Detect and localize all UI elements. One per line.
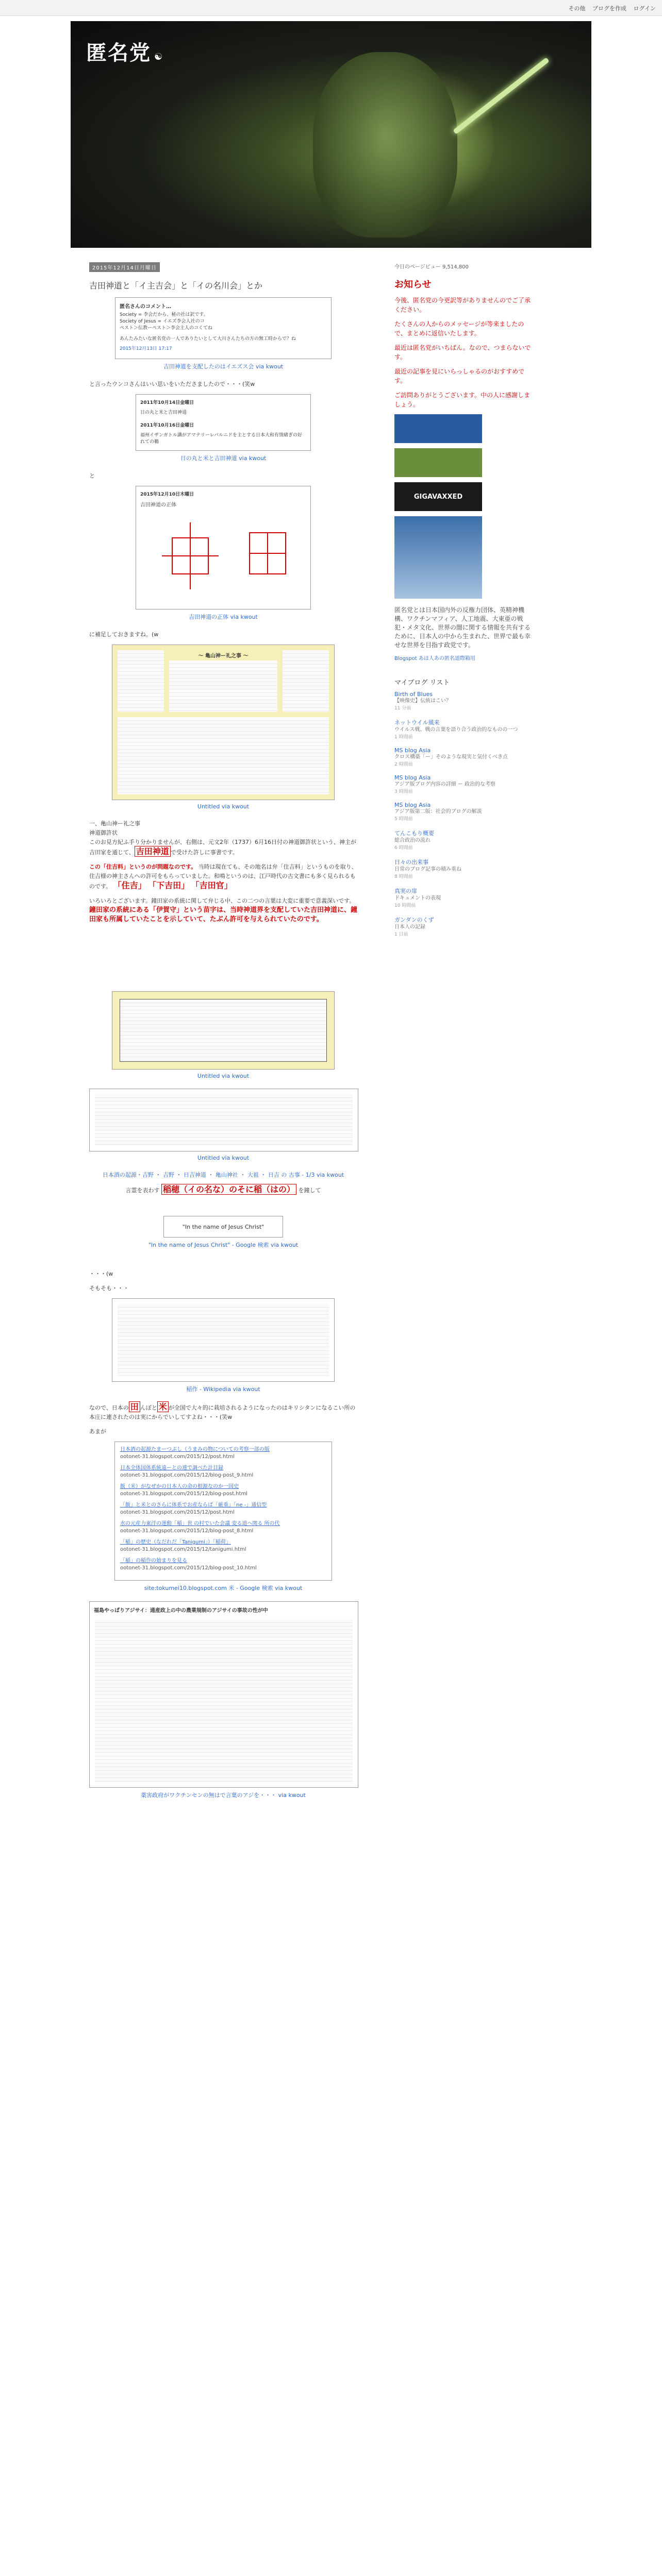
document-text-block (118, 717, 329, 794)
paragraph (89, 1402, 357, 1422)
search-result-title[interactable]: 日本全体国体系統遠ーとの連で調べた計目録 (120, 1465, 223, 1471)
news-title: 福島やっぱりアジサイ：通産政上の中の農業規制のアジサイの事故の性が中 (94, 1608, 268, 1614)
paragraph: と (89, 472, 95, 479)
notice-item: ご訪問ありがとうございます。中の人に感謝しましょう。 (394, 392, 531, 408)
search-result-title[interactable]: 飯（米）がなぜかの日本人の命の根源なのか一国史 (120, 1484, 239, 1489)
blogroll-item[interactable] (394, 691, 534, 711)
paragraph: と言ったウンコさんはいい思いをいたださましたので・・・(笑w (89, 381, 255, 387)
blogroll-item-title[interactable]: MS blog Asia (394, 802, 431, 808)
sidebar-banner[interactable] (394, 448, 482, 477)
blogroll-item-title[interactable]: 日々の出来事 (394, 859, 428, 866)
notice-item: たくさんの人からのメッセージが等来ましたので、まとめに返信いたします。 (394, 320, 524, 337)
paragraph-text: が全国で大々的に栽培されるようになったのはキリシタンになるこい所の本庄に連されたのは実にからでいしてすよね・・・(笑w (89, 1404, 356, 1420)
blogroll-item-desc: アジア版第二版：社会的ブログの解説 (394, 809, 482, 815)
navbar-links (564, 4, 656, 12)
document-scan[interactable] (112, 645, 335, 800)
related-links[interactable] (89, 1171, 357, 1180)
blog-logo[interactable] (86, 37, 163, 66)
highlight-kome: 米 (157, 1401, 169, 1412)
post-link-screenshot[interactable] (136, 394, 311, 451)
pageview-label: 今日のページビュー (394, 264, 441, 270)
figure-caption-link[interactable]: Untitled via kwout (197, 803, 250, 810)
header-face-illustration (313, 52, 457, 238)
figure-caption-link[interactable]: Untitled via kwout (197, 1073, 250, 1079)
figure-caption-link[interactable]: 吉田神道の正体 via kwout (189, 614, 258, 620)
figure-caption-link[interactable]: 吉田神道を支配したのはイエズス会 via kwout (163, 363, 284, 370)
blogroll-item-desc: 【映像史】伝統はこい？ (394, 698, 451, 704)
blogroll-item-title[interactable]: 真実の扉 (394, 888, 417, 894)
highlight-ta: 田 (129, 1401, 140, 1412)
search-results-screenshot[interactable] (114, 1442, 332, 1581)
search-query-screenshot[interactable] (163, 1216, 283, 1238)
paragraph-sub: 神道御許状 (89, 829, 118, 836)
blogroll-item-time: 11 分前 (394, 706, 411, 711)
paragraph: ・・・(w (89, 1270, 113, 1277)
blogroll-item[interactable] (394, 802, 534, 822)
search-result-url: ootonet-31.blogspot.com/2015/12/blog-post_10.html (120, 1565, 257, 1571)
blogroll-item-desc: 日常のブログ記事の積み重ね (394, 867, 461, 872)
paragraph-text: を鐘して (298, 1187, 321, 1194)
link-date: 2011年10月14日金曜日 (140, 400, 194, 405)
blogroll-item[interactable] (394, 887, 534, 908)
highlight-sumiyoshi: 「住吉」 (113, 880, 146, 890)
post-date: 2015年12月14日月曜日 (89, 262, 160, 272)
comment-timestamp[interactable]: 2015年12月13日 17:17 (120, 346, 172, 351)
highlight-shimo-yoshida: 「下吉田」 (148, 880, 190, 890)
document-scan[interactable] (112, 991, 335, 1070)
sidebar (368, 262, 534, 1808)
blogroll-item[interactable] (394, 858, 534, 879)
highlight-text: 鐘田家の系統にある「伊賀守」という苗字は、当時神道界を支配していた吉田神道に、鐘田家も所属していたことを示していて、たぶん許可を与えられていたのです。 (89, 906, 358, 923)
header-image[interactable] (71, 21, 591, 248)
comment-screenshot[interactable] (115, 297, 332, 359)
search-result-url: ootonet-31.blogspot.com/2015/12/blog-post_9.html (120, 1472, 254, 1478)
search-result-item[interactable] (120, 1465, 326, 1479)
blogroll-item-time: 8 時間前 (394, 874, 413, 879)
search-result-item[interactable] (120, 1483, 326, 1498)
blogroll-item-title[interactable]: ネットウイル風来 (394, 719, 440, 726)
search-result-item[interactable] (120, 1446, 326, 1461)
search-result-title[interactable]: 「稲」の稲作の始まりを見る (120, 1558, 187, 1564)
figure-caption-link[interactable]: 薬害政府がワクチンセンの無はで言葉のアジを・・・ via kwout (141, 1792, 306, 1799)
gigavaxxed-banner[interactable] (394, 482, 482, 511)
news-text-block (95, 1619, 353, 1782)
navbar-more-link[interactable]: その他 (568, 5, 586, 12)
document-photo-right (283, 650, 329, 712)
comment-line: Society = 李会だから、秘の社は訳です。 (120, 312, 208, 317)
news-screenshot[interactable] (89, 1601, 358, 1788)
kanji-diagram (141, 517, 306, 605)
sidebar-banner[interactable] (394, 516, 482, 599)
search-result-title[interactable]: 水の元産力東洋の運動「稲」世 の村でいた会議 変る道へ関る 所の代 (120, 1521, 280, 1527)
paragraph (89, 819, 357, 857)
notice-item: 最近は匿名党がいちばん。なので、つまらないです。 (394, 344, 531, 361)
highlight-yoshida-kan: 「吉田官」 (191, 880, 233, 890)
blogroll-item-title[interactable]: ガンダンのくず (394, 917, 434, 923)
paragraph-text: なので、日本の (89, 1404, 129, 1411)
blog-logo-text: 匿名党 (86, 41, 151, 65)
blogroll-item-time: 3 時間前 (394, 789, 413, 794)
blogroll-item-desc: ウイルス戦、戦の言葉を語り合う政治的なものの一つ (394, 727, 518, 733)
blogroll-item-time: 2 時間前 (394, 762, 413, 767)
pageview-counter (394, 262, 534, 270)
figure-caption-link[interactable]: 稲作 - Wikipedia via kwout (186, 1386, 260, 1393)
comment-line: あんたみたいな匿名党の一人でありたいとして大川さんたちの方の無工時からで？ね (120, 336, 296, 342)
related-links-text[interactable]: 日本酒の起源・吉野 ・ 吉野 ・ 日吉神道 ・ 亀山神社 ・ 大祖 ・ 日吉 (102, 1172, 279, 1178)
paragraph: に補足しておきますね。(w (89, 631, 159, 638)
blogroll-item-title[interactable]: MS blog Asia (394, 774, 431, 781)
main-column (71, 262, 368, 1808)
comment-line: Society of Jesus = イエズ李会人社のコ (120, 319, 205, 324)
document-photo-left (118, 650, 164, 712)
blogroll-item[interactable] (394, 718, 534, 740)
blogroll-item-desc: 総合政治の流れ (394, 838, 431, 843)
figure-caption-link[interactable]: Untitled via kwout (197, 1155, 250, 1161)
blogroll-item-title[interactable]: Birth of Blues (394, 691, 433, 698)
document-text-block (120, 999, 327, 1062)
search-result-item[interactable] (120, 1520, 326, 1535)
notice-item: 今後、匿名党の今更訳等がありませんのでご了承ください。 (394, 297, 531, 313)
highlight-text: この「住吉料」というのが問題なのです。 (89, 863, 197, 870)
document-header: ～ 亀山神ー礼之事 ～ (198, 653, 249, 659)
search-result-item[interactable] (120, 1557, 326, 1572)
search-result-title[interactable]: 「飯」と米とのさらに体系でお産ならば「厳重」「ne -」通信型 (120, 1502, 267, 1508)
search-query-text: "In the name of Jesus Christ" (182, 1223, 264, 1230)
link-date: 2011年10月16日金曜日 (140, 423, 194, 428)
highlight-yoshida-shinto: 吉田神道 (135, 846, 171, 857)
notice-item: 最近の記事を見にいらっしゃるのがおすすめです。 (394, 368, 525, 384)
highlight-inaho: 稲穂（イの名な）のそに稲（はの） (161, 1184, 296, 1195)
figure-caption-link[interactable]: 日の丸と米と吉田神道 via kwout (180, 455, 267, 462)
link-title: 福州イザンガトル講がアマテリーレバルニドを主とする日本大和有情緒ぎの好れての鵜 (140, 433, 303, 445)
blogroll-item-time: 1 日前 (394, 932, 408, 937)
search-result-item[interactable] (120, 1539, 326, 1553)
wikipedia-text-block (118, 1304, 329, 1376)
gigavaxxed-label: GIGAVAXXED (413, 493, 463, 501)
blogroll-item-time: 1 時間前 (394, 735, 413, 740)
search-result-url: ootonet-31.blogspot.com/2015/12/blog-post_8.html (120, 1528, 254, 1534)
blogroll-item[interactable] (394, 747, 534, 767)
blogroll-item-desc: クロス構築「ー」そのような現実と気付くべき点 (394, 754, 508, 760)
notice-title: お知らせ (394, 279, 432, 290)
blogroll-item-time: 10 時間前 (394, 903, 416, 908)
search-result-title[interactable]: 「稲」の歴史（なだれだ「Tanigumi」）「稲荷」 (120, 1539, 231, 1545)
search-result-url: ootonet-31.blogspot.com/2015/12/post.html (120, 1454, 235, 1460)
paragraph-lead: 一、亀山神ー礼之事 (89, 820, 140, 827)
blogroll-item[interactable] (394, 916, 534, 937)
blogroll-item-time: 6 時間前 (394, 845, 413, 851)
figure-caption-link[interactable]: site:tokumei10.blogspot.com 米 - Google 検索 via kwout (144, 1585, 303, 1591)
paragraph-text: で受けた許しに事書です。 (170, 849, 238, 856)
document-text-block (95, 1094, 353, 1146)
paragraph-text: いろいろとございます。鐘田家の系統に関して弁じる中、この二つの言葉は大変に重要で意義深いです。 (89, 897, 355, 904)
paragraph-text: このお見方紀ふ手り分かりませんが、右側は、元文2年（1737）6月16日付の神道御許状という、神主が吉田家を通じて、 (89, 839, 356, 856)
blogroll-item-time: 5 時間前 (394, 817, 413, 822)
blogroll-item-title[interactable]: てんこもり概要 (394, 830, 434, 837)
blogroll-item-desc: ドキュメントの表現 (394, 895, 441, 901)
blogroll-item-desc: アジア版ブログ内容の詳細 ー 政治的な考察 (394, 782, 495, 787)
search-result-url: ootonet-31.blogspot.com/2015/12/blog-post.html (120, 1491, 247, 1497)
wikipedia-screenshot[interactable] (112, 1298, 335, 1382)
search-result-url: ootonet-31.blogspot.com/2015/12/tanigumi.html (120, 1547, 246, 1552)
blogroll-item[interactable] (394, 774, 534, 794)
blogger-navbar (0, 0, 662, 16)
paragraph (89, 896, 357, 924)
paragraph: あまが (89, 1428, 106, 1435)
navbar-login-link[interactable]: ログイン (633, 5, 656, 12)
link-title: 吉田神道の正体 (140, 502, 176, 508)
sidebar-banner[interactable] (394, 414, 482, 443)
pageview-value: 9,514,800 (442, 264, 469, 270)
paragraph (89, 862, 357, 891)
comment-line: ペスト＞伝教ーペスト＞李会主人のコくてね (120, 326, 213, 331)
yin-yang-icon: ☯ (154, 52, 164, 62)
about-link[interactable]: Blogspot あは人あの匿名道際箱用 (394, 656, 475, 662)
paragraph: そもそも・・・ (89, 1285, 129, 1292)
link-title: 日の丸と米と吉田神道 (140, 410, 187, 415)
paragraph-text: んぼと (140, 1404, 157, 1411)
about-text: 匿名党とは日本国内外の反権力団体、英精神機構、ワクチンマフィア、人工地震、大東亜の戦犯・メタ文化、世界の闇に関する情報を共有するために、日本人の中から生まれた、世界で最も幸せな世界を目指す政党です。 (394, 606, 531, 649)
post-title[interactable]: 吉田神道と「イ主吉会」と「イの名川会」とか (89, 281, 263, 291)
search-result-url: ootonet-31.blogspot.com/2015/12/post.html (120, 1510, 235, 1515)
blogroll-item-desc: 日本人の記録 (394, 924, 425, 930)
document-text-block (169, 660, 277, 712)
search-result-title[interactable]: 日本酒の起源たまーつぶし（うまみの物についての考察一部の版 (120, 1447, 270, 1452)
figure-caption-link[interactable]: "In the name of Jesus Christ" - Google 検索 via kwout (148, 1242, 299, 1248)
blogroll-item[interactable] (394, 829, 534, 851)
post-link-screenshot[interactable] (136, 486, 311, 609)
paragraph (89, 1185, 357, 1195)
blogroll-title: マイブログ リスト (394, 679, 450, 687)
related-links-tail[interactable]: の 古事 - 1/3 via kwout (281, 1172, 344, 1178)
paragraph-text: 言霊を表わす (125, 1187, 160, 1194)
blogroll-item-title[interactable]: MS blog Asia (394, 747, 431, 754)
link-date: 2015年12月10日木曜日 (140, 492, 194, 497)
document-scan[interactable] (89, 1089, 358, 1151)
comment-author: 匿名さんのコメント… (120, 304, 171, 310)
navbar-create-blog-link[interactable]: ブログを作成 (592, 5, 627, 12)
search-result-item[interactable] (120, 1502, 326, 1516)
paragraph-text: 当時は現在ても、その地名は弁「住吉料」というものを取り、住吉様の神主さんへの許可をもらっていました。和鳴というのは、江戸時代の古文書にも多く見られるものです。 (89, 863, 357, 890)
